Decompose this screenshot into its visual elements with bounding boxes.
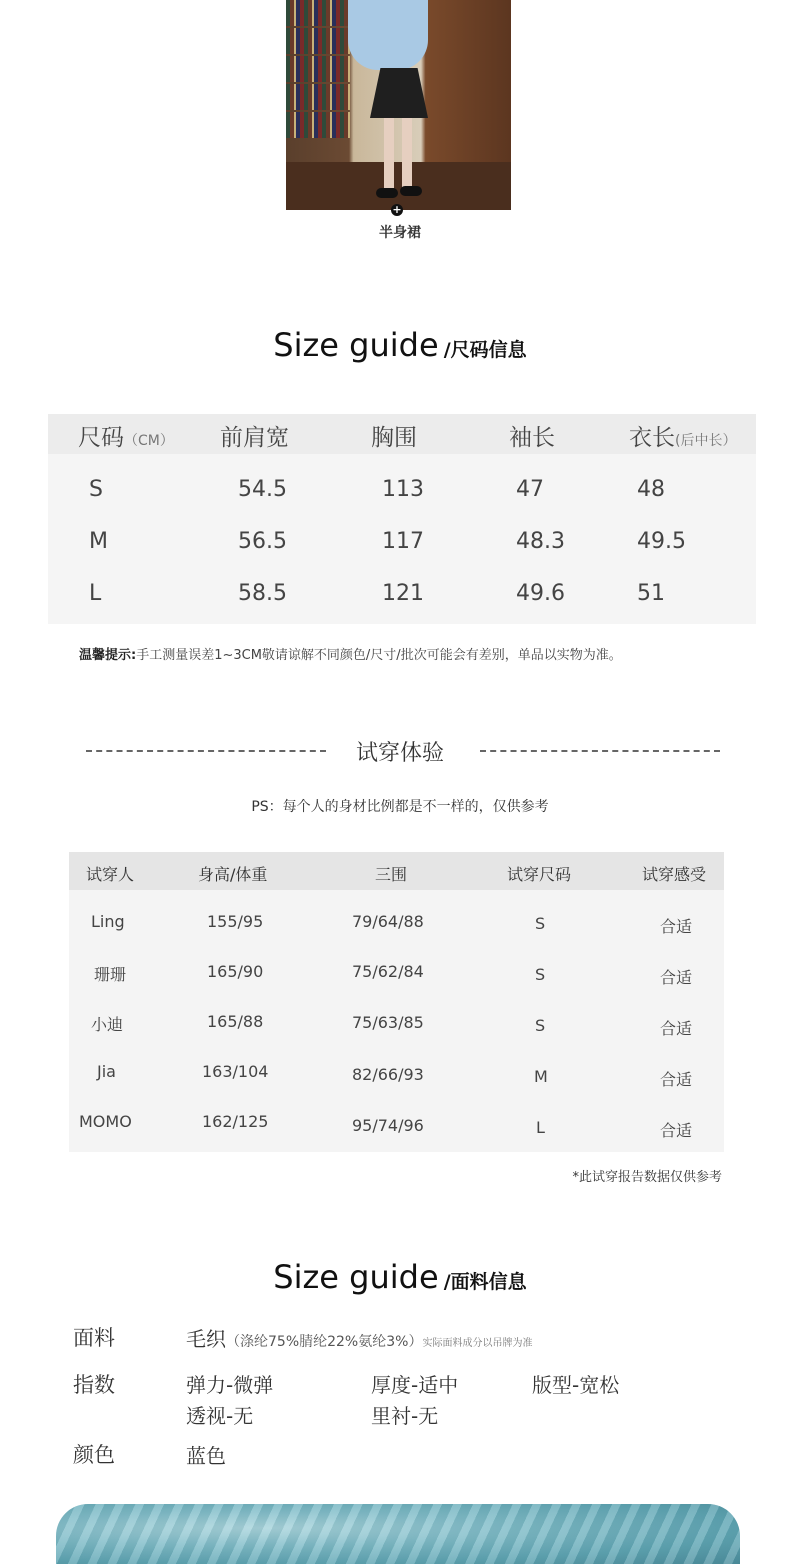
try-row-person: Jia: [97, 1062, 116, 1081]
try-header-size: 试穿尺码: [507, 865, 572, 884]
fabric-guide-title: [0, 1258, 800, 1296]
fabric-main: 毛织: [186, 1327, 226, 1351]
size-row-size: S: [89, 477, 103, 502]
size-row-size: L: [89, 581, 102, 606]
tip-label: 温馨提示:: [79, 648, 137, 663]
product-caption: 半身裙: [379, 225, 421, 241]
try-row-size: S: [535, 1016, 546, 1035]
lining-value: 里衬-无: [371, 1404, 439, 1428]
try-row-person: 小迪: [91, 1015, 124, 1034]
fabric-guide-title-zh: /面料信息: [443, 1271, 527, 1293]
try-row-height-weight: 165/90: [207, 962, 264, 981]
try-row-measurements: 82/66/93: [352, 1065, 424, 1084]
try-row-size: L: [536, 1118, 545, 1137]
fabric-swatch-image: [56, 1504, 740, 1564]
try-row-size: S: [535, 965, 546, 984]
try-row-height-weight: 155/95: [207, 912, 264, 931]
size-row-length: 48: [637, 477, 665, 502]
size-row-shoulder: 54.5: [238, 477, 287, 502]
try-row-measurements: 75/62/84: [352, 962, 424, 981]
elasticity-value: 弹力-微弹: [186, 1373, 274, 1397]
try-row-size: M: [534, 1067, 548, 1086]
header-length: 衣长(后中长）: [629, 425, 737, 451]
size-guide-title: [0, 326, 800, 364]
try-row-feeling: 合适: [660, 1121, 693, 1140]
plus-icon[interactable]: +: [392, 203, 402, 216]
header-chest: 胸围: [371, 425, 417, 451]
size-row-length: 51: [637, 581, 665, 606]
size-row-chest: 117: [382, 529, 424, 554]
try-row-measurements: 95/74/96: [352, 1116, 424, 1135]
try-on-note: *此试穿报告数据仅供参考: [572, 1170, 722, 1185]
try-row-height-weight: 165/88: [207, 1012, 264, 1031]
try-on-title: 试穿体验: [355, 741, 444, 766]
header-size-unit: （CM）: [124, 433, 174, 449]
size-row-chest: 113: [382, 477, 424, 502]
header-sleeve: 袖长: [509, 425, 555, 451]
size-row-sleeve: 48.3: [516, 529, 565, 554]
try-row-feeling: 合适: [660, 1070, 693, 1089]
try-row-feeling: 合适: [660, 1019, 693, 1038]
try-header-person: 试穿人: [86, 865, 135, 884]
fabric-detail: （涤纶75%腈纶22%氨纶3%）: [226, 1334, 423, 1350]
header-size: 尺码（CM）: [78, 425, 174, 451]
index-label: 指数: [73, 1373, 115, 1397]
try-row-person: 珊珊: [94, 965, 127, 984]
size-row-shoulder: 58.5: [238, 581, 287, 606]
color-value: 蓝色: [186, 1444, 226, 1468]
try-row-size: S: [535, 914, 546, 933]
try-row-height-weight: 163/104: [202, 1062, 269, 1081]
try-row-height-weight: 162/125: [202, 1112, 269, 1131]
try-row-measurements: 79/64/88: [352, 912, 424, 931]
try-header-measurements: 三围: [375, 865, 408, 884]
size-row-length: 49.5: [637, 529, 686, 554]
fit-value: 版型-宽松: [532, 1373, 620, 1397]
try-row-measurements: 75/63/85: [352, 1013, 424, 1032]
tip-text: 手工测量误差1~3CM敬请谅解不同颜色/尺寸/批次可能会有差别，单品以实物为准。: [136, 648, 622, 663]
size-row-chest: 121: [382, 581, 424, 606]
header-length-note: (后中长）: [675, 433, 737, 449]
color-label: 颜色: [73, 1443, 115, 1467]
size-row-sleeve: 47: [516, 477, 544, 502]
divider-right: [480, 750, 720, 752]
measurement-tip: [79, 644, 622, 663]
size-row-shoulder: 56.5: [238, 529, 287, 554]
size-row-sleeve: 49.6: [516, 581, 565, 606]
try-row-feeling: 合适: [660, 917, 693, 936]
try-row-person: Ling: [91, 912, 125, 931]
size-guide-title-en: Size guide: [273, 326, 439, 364]
size-row-size: M: [89, 529, 108, 554]
divider-left: [86, 750, 326, 752]
product-photo: [286, 0, 511, 210]
transparency-value: 透视-无: [186, 1404, 254, 1428]
try-header-height-weight: 身高/体重: [198, 865, 268, 884]
thickness-value: 厚度-适中: [371, 1373, 459, 1397]
header-shoulder: 前肩宽: [220, 425, 289, 451]
fabric-label: 面料: [73, 1326, 115, 1350]
fabric-value: [186, 1323, 532, 1352]
size-guide-title-zh: /尺码信息: [443, 339, 527, 361]
fabric-guide-title-en: Size guide: [273, 1258, 439, 1296]
try-header-feeling: 试穿感受: [642, 865, 707, 884]
fabric-note: 实际面料成分以吊牌为准: [422, 1338, 533, 1349]
try-on-ps: PS：每个人的身材比例都是不一样的，仅供参考: [251, 799, 549, 815]
try-row-feeling: 合适: [660, 968, 693, 987]
try-row-person: MOMO: [79, 1112, 132, 1131]
